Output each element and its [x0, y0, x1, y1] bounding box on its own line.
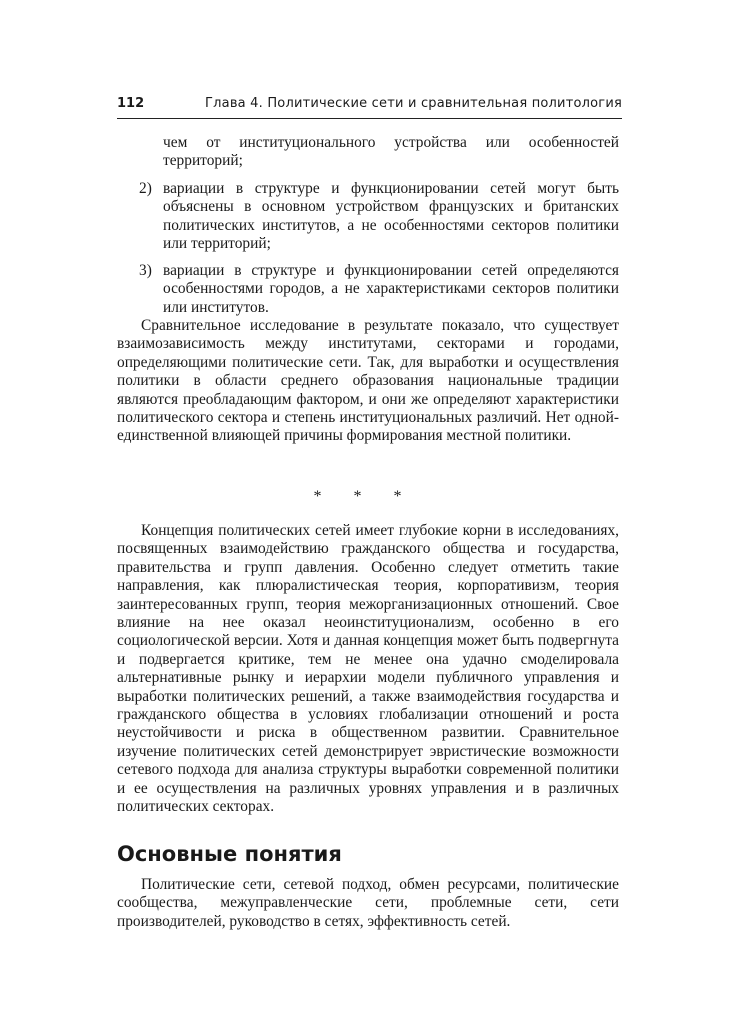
list-number: 3)	[139, 262, 152, 279]
list-text: вариации в структуре и функционировании сетей определяются особенностями городов, а не характеристиками секторов политики или институтов.	[163, 262, 619, 316]
section-heading: Основные понятия	[117, 842, 342, 866]
section-separator: * * *	[313, 488, 416, 505]
list-continuation: чем от институционального устройства или особенностей территорий;	[163, 134, 619, 170]
paragraph-conclusion: Сравнительное исследование в результате показало, что существует взаимозависимость между институтами, секторами и городами, определяющими политические сети. Так, для выработки и осуществления политики в области среднего образования национальные традиции являются преобладающим фактором, и они же определяют характеристики политического сектора и степень институциональных различий. Нет одной-единственной влияющей причины формирования местной политики.	[117, 317, 619, 445]
running-header	[117, 94, 622, 119]
page-number: 112	[117, 96, 145, 111]
paragraph-concepts: Политические сети, сетевой подход, обмен ресурсами, политические сообщества, межуправленческие сети, проблемные сети, сети производителей, руководство в сетях, эффективность сетей.	[117, 876, 619, 930]
chapter-title: Глава 4. Политические сети и сравнительная политология	[205, 96, 622, 111]
list-number: 2)	[139, 180, 152, 197]
list-item-2	[139, 180, 619, 254]
list-item-3	[139, 262, 619, 317]
list-text: вариации в структуре и функционировании сетей могут быть объяснены в основном устройством французских и британских политических институтов, а не особенностями секторов политики или территорий;	[163, 180, 619, 253]
paragraph-summary: Концепция политических сетей имеет глубокие корни в исследованиях, посвященных взаимодействию гражданского общества и государства, правительства и групп давления. Особенно следует отметить такие направления, как плюралистическая теория, корпоративизм, теория заинтересованных групп, теория межорганизационных отношений. Свое влияние на нее оказал неоинституционализм, особенно в его социологической версии. Хотя и данная концепция может быть подвергнута и подвергается критике, тем не менее она удачно смоделировала альтернативные рынку и иерархии модели публичного управления и выработки политических решений, а также взаимодействия государства и гражданского общества в условиях глобализации отношений и роста неустойчивости и риска в общественном развитии. Сравнительное изучение политических сетей демонстрирует эвристические возможности сетевого подхода для анализа структуры выработки современной политики и ее осуществления на различных уровнях управления и в различных политических секторах.	[117, 522, 619, 816]
